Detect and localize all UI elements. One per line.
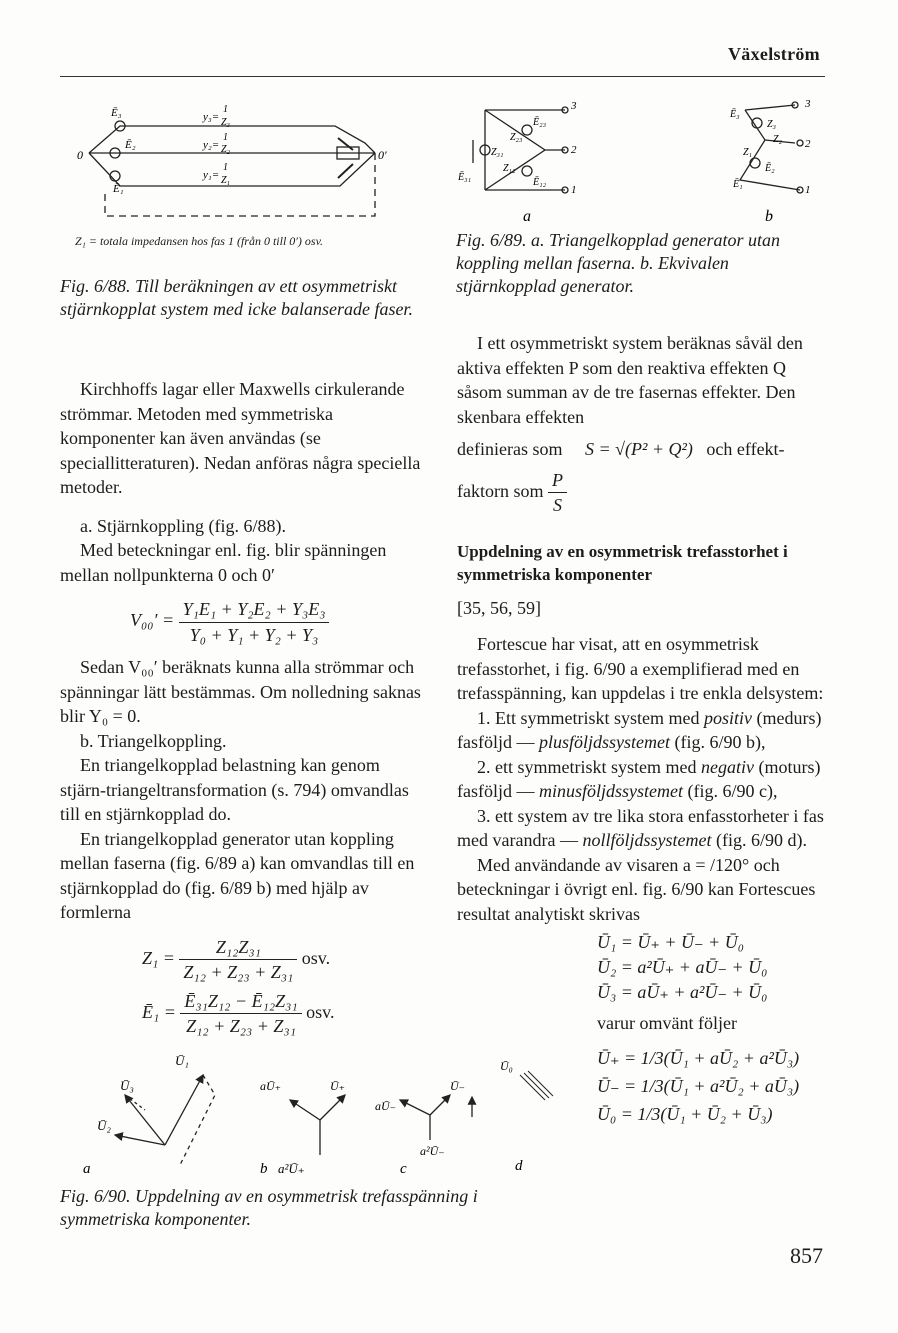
svg-text:1: 1 xyxy=(571,184,577,196)
svg-text:Z₂: Z₂ xyxy=(773,134,783,145)
svg-text:1: 1 xyxy=(223,132,228,143)
svg-text:Z₂₃: Z₂₃ xyxy=(510,132,523,143)
paragraph: En triangelkopplad generator utan koppling mellan faserna (fig. 6/89 a) kan omvandlas till en stjärnkopplad do (fig. 6/89 b) med hjälp av formlerna xyxy=(60,828,415,922)
svg-text:Z₃: Z₃ xyxy=(221,117,231,128)
right-column xyxy=(457,331,829,1128)
paragraph: Fortescue har visat, att en osymmetrisk trefasstorhet, i fig. 6/90 a exemplifierad med en trefasspänning, kan uppdelas i tre enkla delsystem: xyxy=(457,634,824,703)
fig-6-88-caption: Fig. 6/88. Till beräkningen av ett osymmetriskt stjärnkopplat system med icke balanserade faser. xyxy=(60,276,413,319)
svg-text:d: d xyxy=(515,1158,523,1174)
svg-text:Ū₂: Ū₂ xyxy=(97,1118,111,1133)
svg-text:Ē₁: Ē₁ xyxy=(113,183,124,195)
paragraph: I ett osymmetriskt system beräknas såväl den aktiva effekten P som den reaktiva effekten Q såsom summan av de tre fasernas effekter. Den skenbara effekten xyxy=(457,333,803,427)
fig-6-88-diagram xyxy=(75,98,405,248)
svg-text:0: 0 xyxy=(77,148,83,162)
fig-6-88-legend: Z₁ = totala impedansen hos fas 1 (från 0 till 0′) osv. xyxy=(75,234,324,248)
svg-text:Ē₁: Ē₁ xyxy=(733,179,743,190)
svg-text:Z₃: Z₃ xyxy=(767,119,777,130)
svg-text:a²Ū₊: a²Ū₊ xyxy=(278,1161,305,1176)
list-item: 2. ett symmetriskt system med negativ (moturs) fasföljd — minusföljdssystemet (fig. 6/90 c), xyxy=(457,756,821,801)
fig-6-90-caption: Fig. 6/90. Uppdelning av en osymmetrisk trefasspänning i symmetriska komponenter. xyxy=(60,1186,478,1229)
svg-text:b: b xyxy=(765,208,773,225)
paragraph: Sedan V₀₀′ beräknats kunna alla strömmar och spänningar lätt bestämmas. Om nolledning saknas blir Y₀ = 0. xyxy=(60,657,421,726)
svg-text:a²Ū₋: a²Ū₋ xyxy=(420,1144,445,1158)
paragraph: Med beteckningar enl. fig. blir spänningen mellan nollpunkterna 0 och 0′ xyxy=(60,540,387,585)
svg-text:c: c xyxy=(400,1161,407,1177)
page-number: 857 xyxy=(790,1243,823,1268)
svg-text:Ē₂₃: Ē₂₃ xyxy=(533,117,547,128)
svg-text:2: 2 xyxy=(805,138,811,150)
paragraph: Med användande av visaren a = /120° och beteckningar i övrigt enl. fig. 6/90 kan Fortescues resultat analytiskt skrivas xyxy=(457,854,816,924)
svg-text:1: 1 xyxy=(223,104,228,115)
definition-pf: faktorn som $\frac{P}{S}$ xyxy=(457,468,829,518)
svg-text:Ū₊: Ū₊ xyxy=(330,1079,345,1093)
svg-text:Ū₁: Ū₁ xyxy=(175,1053,189,1068)
varur-text: varur omvänt följer xyxy=(597,1013,737,1033)
fig-6-90-diagram xyxy=(75,1045,560,1180)
list-item: 1. Ett symmetriskt system med positiv (medurs) fasföljd — plusföljdssystemet (fig. 6/90 b), xyxy=(457,707,822,752)
running-header: Växelström xyxy=(728,44,820,64)
references: [35, 56, 59] xyxy=(457,597,541,618)
equation-voo: V₀₀′ = $\frac{\text{Y₁E₁ + Y₂E₂ + Y₃E₃}}{\text{Y₀ + Y₁ + Y₂ + Y₃}}$ xyxy=(130,597,430,647)
equation-z1: Z₁ = $\frac{\text{Z₁₂Z₃₁}}{\text{Z₁₂ + Z₂₃ + Z₃₁}}$ osv. xyxy=(142,936,331,982)
svg-text:Ū₋: Ū₋ xyxy=(450,1079,465,1093)
source-1-icon xyxy=(110,171,120,181)
equations-inverse: Ū₊ = 1/3(Ū₁ + aŪ₂ + a²Ū₃) Ū₋ = 1/3(Ū₁ + a²Ū₂ + aŪ₃) Ū₀ = 1/3(Ū₁ + Ū₂ + Ū₃) xyxy=(597,1047,800,1124)
source-23-icon xyxy=(522,125,532,135)
svg-text:3: 3 xyxy=(805,98,811,110)
subheading-b: b. Triangelkoppling. xyxy=(80,730,227,751)
svg-text:Ū₃: Ū₃ xyxy=(120,1078,134,1093)
svg-text:y₂=: y₂= xyxy=(203,139,220,151)
fig-6-89-diagram xyxy=(455,95,835,225)
source-1b-icon xyxy=(750,158,760,168)
svg-text:aŪ₊: aŪ₊ xyxy=(260,1079,281,1093)
svg-text:Z₁: Z₁ xyxy=(743,147,753,158)
left-column xyxy=(60,377,430,1039)
svg-text:Ē₃: Ē₃ xyxy=(730,109,740,120)
section-heading: Uppdelning av en osymmetrisk trefasstorhet i symmetriska komponenter xyxy=(457,541,788,584)
svg-text:1: 1 xyxy=(805,184,811,196)
svg-text:a: a xyxy=(523,208,531,225)
svg-text:Z₁₂: Z₁₂ xyxy=(503,163,516,174)
svg-text:Z₂: Z₂ xyxy=(221,144,231,155)
svg-text:Ū₀: Ū₀ xyxy=(500,1059,513,1073)
svg-text:3: 3 xyxy=(571,100,577,112)
svg-text:2: 2 xyxy=(571,144,577,156)
svg-text:Ē₃: Ē₃ xyxy=(111,107,122,119)
svg-text:Z₃₁: Z₃₁ xyxy=(491,147,504,158)
svg-text:Ē₂: Ē₂ xyxy=(765,163,775,174)
list-item: 3. ett system av tre lika stora enfasstorheter i fas med varandra — nollföljdssystemet (fig. 6/90 d). xyxy=(457,805,824,850)
definition-s: definieras som S = √(P² + Q²) och effekt- xyxy=(457,439,785,459)
svg-text:Z₁: Z₁ xyxy=(221,175,231,186)
svg-text:Ē₂: Ē₂ xyxy=(125,139,136,151)
source-12-icon xyxy=(522,166,532,176)
svg-text:Ē₁₂: Ē₁₂ xyxy=(533,177,547,188)
svg-text:b: b xyxy=(260,1161,268,1177)
svg-text:aŪ₋: aŪ₋ xyxy=(375,1099,396,1113)
equation-e1: Ē₁ = $\frac{\text{Ē₃₁Z₁₂ − Ē₁₂Z₃₁}}{\text{Z₁₂ + Z₂₃ + Z₃₁}}$ osv. xyxy=(142,990,335,1036)
fig-6-89-caption: Fig. 6/89. a. Triangelkopplad generator utan koppling mellan faserna. b. Ekvivalen stjärnkopplad generator. xyxy=(456,230,780,296)
header-rule xyxy=(60,76,825,77)
subheading-a: a. Stjärnkoppling (fig. 6/88). xyxy=(80,515,286,536)
svg-text:y₃=: y₃= xyxy=(203,111,220,123)
svg-text:1: 1 xyxy=(223,162,228,173)
svg-text:0′: 0′ xyxy=(378,148,387,162)
svg-text:y₁=: y₁= xyxy=(203,169,220,181)
svg-text:a: a xyxy=(83,1161,91,1177)
paragraph: Kirchhoffs lagar eller Maxwells cirkulerande strömmar. Metoden med symmetriska komponenter kan även användas (se speciallitteraturen). Nedan anföras några speciella metoder. xyxy=(60,379,421,497)
paragraph: En triangelkopplad belastning kan genom stjärn-triangeltransformation (s. 794) omvandlas till en stjärnkopplad do. xyxy=(60,755,409,824)
svg-text:Ē₃₁: Ē₃₁ xyxy=(458,172,472,183)
equations-forward: Ū₁ = Ū₊ + Ū₋ + Ū₀ Ū₂ = a²Ū₊ + aŪ₋ + Ū₀ Ū₃ = aŪ₊ + a²Ū₋ + Ū₀ xyxy=(597,932,768,1002)
